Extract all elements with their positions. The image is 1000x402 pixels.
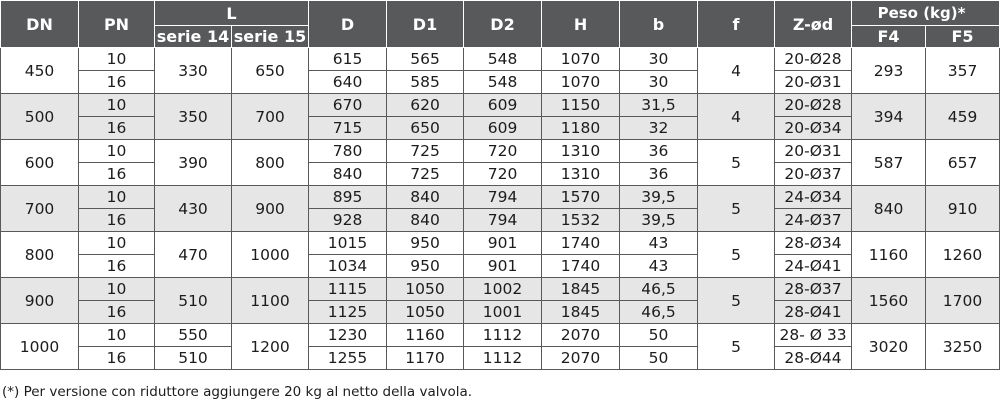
cell-peso-f4: 3020 <box>852 324 926 370</box>
header-b: b <box>620 1 698 48</box>
cell-dn: 800 <box>1 232 79 278</box>
cell-d2: 1112 <box>464 324 542 347</box>
cell-d1: 585 <box>387 71 464 94</box>
header-d1: D1 <box>387 1 464 48</box>
cell-l-serie-14: 470 <box>155 232 232 278</box>
cell-b: 31,5 <box>620 94 698 117</box>
cell-d: 1034 <box>309 255 387 278</box>
cell-peso-f5: 910 <box>926 186 1000 232</box>
cell-peso-f4: 1160 <box>852 232 926 278</box>
header-l: L <box>155 1 309 26</box>
table-row <box>1 209 1000 232</box>
cell-d: 840 <box>309 163 387 186</box>
cell-d1: 950 <box>387 232 464 255</box>
cell-dn: 600 <box>1 140 79 186</box>
cell-l-serie-14: 510 <box>155 278 232 324</box>
cell-z-od: 20-Ø31 <box>775 140 852 163</box>
cell-l-serie-15: 1000 <box>232 232 309 278</box>
cell-f: 5 <box>698 324 775 370</box>
cell-b: 46,5 <box>620 278 698 301</box>
cell-d1: 620 <box>387 94 464 117</box>
cell-l-serie-15: 700 <box>232 94 309 140</box>
cell-b: 46,5 <box>620 301 698 324</box>
cell-dn: 450 <box>1 48 79 94</box>
cell-pn: 16 <box>79 209 155 232</box>
cell-d1: 840 <box>387 186 464 209</box>
table-row <box>1 163 1000 186</box>
cell-z-od: 20-Ø37 <box>775 163 852 186</box>
header-dn: DN <box>1 1 79 48</box>
cell-peso-f4: 840 <box>852 186 926 232</box>
cell-pn: 10 <box>79 186 155 209</box>
cell-h: 1070 <box>542 48 620 71</box>
cell-f: 5 <box>698 186 775 232</box>
cell-d: 780 <box>309 140 387 163</box>
cell-d2: 1002 <box>464 278 542 301</box>
cell-b: 32 <box>620 117 698 140</box>
cell-d: 1125 <box>309 301 387 324</box>
cell-peso-f5: 357 <box>926 48 1000 94</box>
table-row <box>1 324 1000 347</box>
cell-dn: 900 <box>1 278 79 324</box>
cell-b: 36 <box>620 140 698 163</box>
cell-peso-f4: 394 <box>852 94 926 140</box>
table-row <box>1 48 1000 71</box>
cell-h: 2070 <box>542 347 620 370</box>
header-serie-14: serie 14 <box>155 26 232 48</box>
cell-h: 2070 <box>542 324 620 347</box>
cell-l-serie-14: 390 <box>155 140 232 186</box>
cell-z-od: 24-Ø37 <box>775 209 852 232</box>
cell-d2: 901 <box>464 255 542 278</box>
cell-d2: 1001 <box>464 301 542 324</box>
cell-f: 5 <box>698 140 775 186</box>
cell-d: 895 <box>309 186 387 209</box>
header-h: H <box>542 1 620 48</box>
cell-b: 43 <box>620 232 698 255</box>
cell-h: 1570 <box>542 186 620 209</box>
header-z-od: Z-ød <box>775 1 852 48</box>
cell-peso-f4: 1560 <box>852 278 926 324</box>
cell-z-od: 24-Ø41 <box>775 255 852 278</box>
table-row <box>1 117 1000 140</box>
cell-h: 1740 <box>542 232 620 255</box>
cell-z-od: 28-Ø44 <box>775 347 852 370</box>
cell-d: 715 <box>309 117 387 140</box>
cell-d1: 565 <box>387 48 464 71</box>
cell-d2: 548 <box>464 71 542 94</box>
cell-d: 928 <box>309 209 387 232</box>
cell-d1: 725 <box>387 163 464 186</box>
table-row <box>1 347 1000 370</box>
cell-pn: 16 <box>79 347 155 370</box>
cell-dn: 700 <box>1 186 79 232</box>
table-row <box>1 140 1000 163</box>
cell-f: 5 <box>698 232 775 278</box>
cell-l-serie-15: 650 <box>232 48 309 94</box>
cell-d1: 1160 <box>387 324 464 347</box>
cell-pn: 10 <box>79 140 155 163</box>
table-row <box>1 278 1000 301</box>
cell-f: 5 <box>698 278 775 324</box>
cell-pn: 16 <box>79 255 155 278</box>
cell-d2: 609 <box>464 117 542 140</box>
cell-peso-f5: 657 <box>926 140 1000 186</box>
cell-d2: 609 <box>464 94 542 117</box>
cell-peso-f5: 1260 <box>926 232 1000 278</box>
table-row <box>1 255 1000 278</box>
cell-h: 1532 <box>542 209 620 232</box>
cell-f: 4 <box>698 48 775 94</box>
cell-z-od: 28- Ø 33 <box>775 324 852 347</box>
cell-d2: 720 <box>464 163 542 186</box>
cell-h: 1180 <box>542 117 620 140</box>
table-row <box>1 186 1000 209</box>
cell-b: 50 <box>620 347 698 370</box>
cell-d1: 650 <box>387 117 464 140</box>
table-body <box>1 48 1000 370</box>
cell-pn: 16 <box>79 301 155 324</box>
header-pn: PN <box>79 1 155 48</box>
table-row <box>1 232 1000 255</box>
cell-pn: 16 <box>79 117 155 140</box>
cell-h: 1310 <box>542 163 620 186</box>
cell-peso-f4: 293 <box>852 48 926 94</box>
footnote: (*) Per versione con riduttore aggiungere 20 kg al netto della valvola. <box>2 384 473 400</box>
cell-d2: 548 <box>464 48 542 71</box>
cell-d: 640 <box>309 71 387 94</box>
cell-pn: 10 <box>79 232 155 255</box>
cell-d1: 1170 <box>387 347 464 370</box>
cell-pn: 10 <box>79 94 155 117</box>
cell-d: 615 <box>309 48 387 71</box>
cell-b: 30 <box>620 71 698 94</box>
cell-b: 36 <box>620 163 698 186</box>
cell-l-serie-14: 430 <box>155 186 232 232</box>
header-f4: F4 <box>852 26 926 48</box>
cell-peso-f5: 3250 <box>926 324 1000 370</box>
header-serie-15: serie 15 <box>232 26 309 48</box>
cell-d2: 794 <box>464 186 542 209</box>
cell-pn: 10 <box>79 278 155 301</box>
cell-d1: 1050 <box>387 301 464 324</box>
cell-h: 1150 <box>542 94 620 117</box>
cell-d2: 794 <box>464 209 542 232</box>
cell-pn: 16 <box>79 71 155 94</box>
cell-pn: 10 <box>79 48 155 71</box>
cell-pn: 10 <box>79 324 155 347</box>
cell-d: 670 <box>309 94 387 117</box>
cell-z-od: 20-Ø31 <box>775 71 852 94</box>
cell-h: 1070 <box>542 71 620 94</box>
cell-b: 39,5 <box>620 209 698 232</box>
cell-l-serie-14: 510 <box>155 347 232 370</box>
header-peso: Peso (kg)* <box>852 1 1000 26</box>
header-f: f <box>698 1 775 48</box>
cell-peso-f5: 459 <box>926 94 1000 140</box>
cell-d: 1115 <box>309 278 387 301</box>
cell-d2: 1112 <box>464 347 542 370</box>
cell-d1: 725 <box>387 140 464 163</box>
table-row <box>1 94 1000 117</box>
cell-d: 1015 <box>309 232 387 255</box>
cell-d: 1255 <box>309 347 387 370</box>
cell-b: 50 <box>620 324 698 347</box>
cell-l-serie-15: 1100 <box>232 278 309 324</box>
table-row <box>1 301 1000 324</box>
cell-d1: 1050 <box>387 278 464 301</box>
cell-d1: 840 <box>387 209 464 232</box>
cell-z-od: 28-Ø37 <box>775 278 852 301</box>
cell-h: 1740 <box>542 255 620 278</box>
cell-b: 39,5 <box>620 186 698 209</box>
cell-d1: 950 <box>387 255 464 278</box>
cell-d: 1230 <box>309 324 387 347</box>
header-d: D <box>309 1 387 48</box>
cell-b: 43 <box>620 255 698 278</box>
cell-d2: 901 <box>464 232 542 255</box>
cell-z-od: 28-Ø34 <box>775 232 852 255</box>
cell-dn: 500 <box>1 94 79 140</box>
cell-peso-f5: 1700 <box>926 278 1000 324</box>
cell-d2: 720 <box>464 140 542 163</box>
header-d2: D2 <box>464 1 542 48</box>
cell-h: 1845 <box>542 278 620 301</box>
table-row <box>1 71 1000 94</box>
cell-l-serie-15: 1200 <box>232 324 309 370</box>
cell-b: 30 <box>620 48 698 71</box>
cell-z-od: 28-Ø41 <box>775 301 852 324</box>
cell-l-serie-14: 330 <box>155 48 232 94</box>
cell-pn: 16 <box>79 163 155 186</box>
cell-l-serie-14: 350 <box>155 94 232 140</box>
cell-l-serie-15: 900 <box>232 186 309 232</box>
cell-l-serie-15: 800 <box>232 140 309 186</box>
cell-h: 1310 <box>542 140 620 163</box>
cell-z-od: 20-Ø28 <box>775 48 852 71</box>
cell-z-od: 20-Ø34 <box>775 117 852 140</box>
cell-l-serie-14: 550 <box>155 324 232 347</box>
cell-h: 1845 <box>542 301 620 324</box>
cell-peso-f4: 587 <box>852 140 926 186</box>
cell-f: 4 <box>698 94 775 140</box>
header-f5: F5 <box>926 26 1000 48</box>
cell-dn: 1000 <box>1 324 79 370</box>
cell-z-od: 20-Ø28 <box>775 94 852 117</box>
cell-z-od: 24-Ø34 <box>775 186 852 209</box>
